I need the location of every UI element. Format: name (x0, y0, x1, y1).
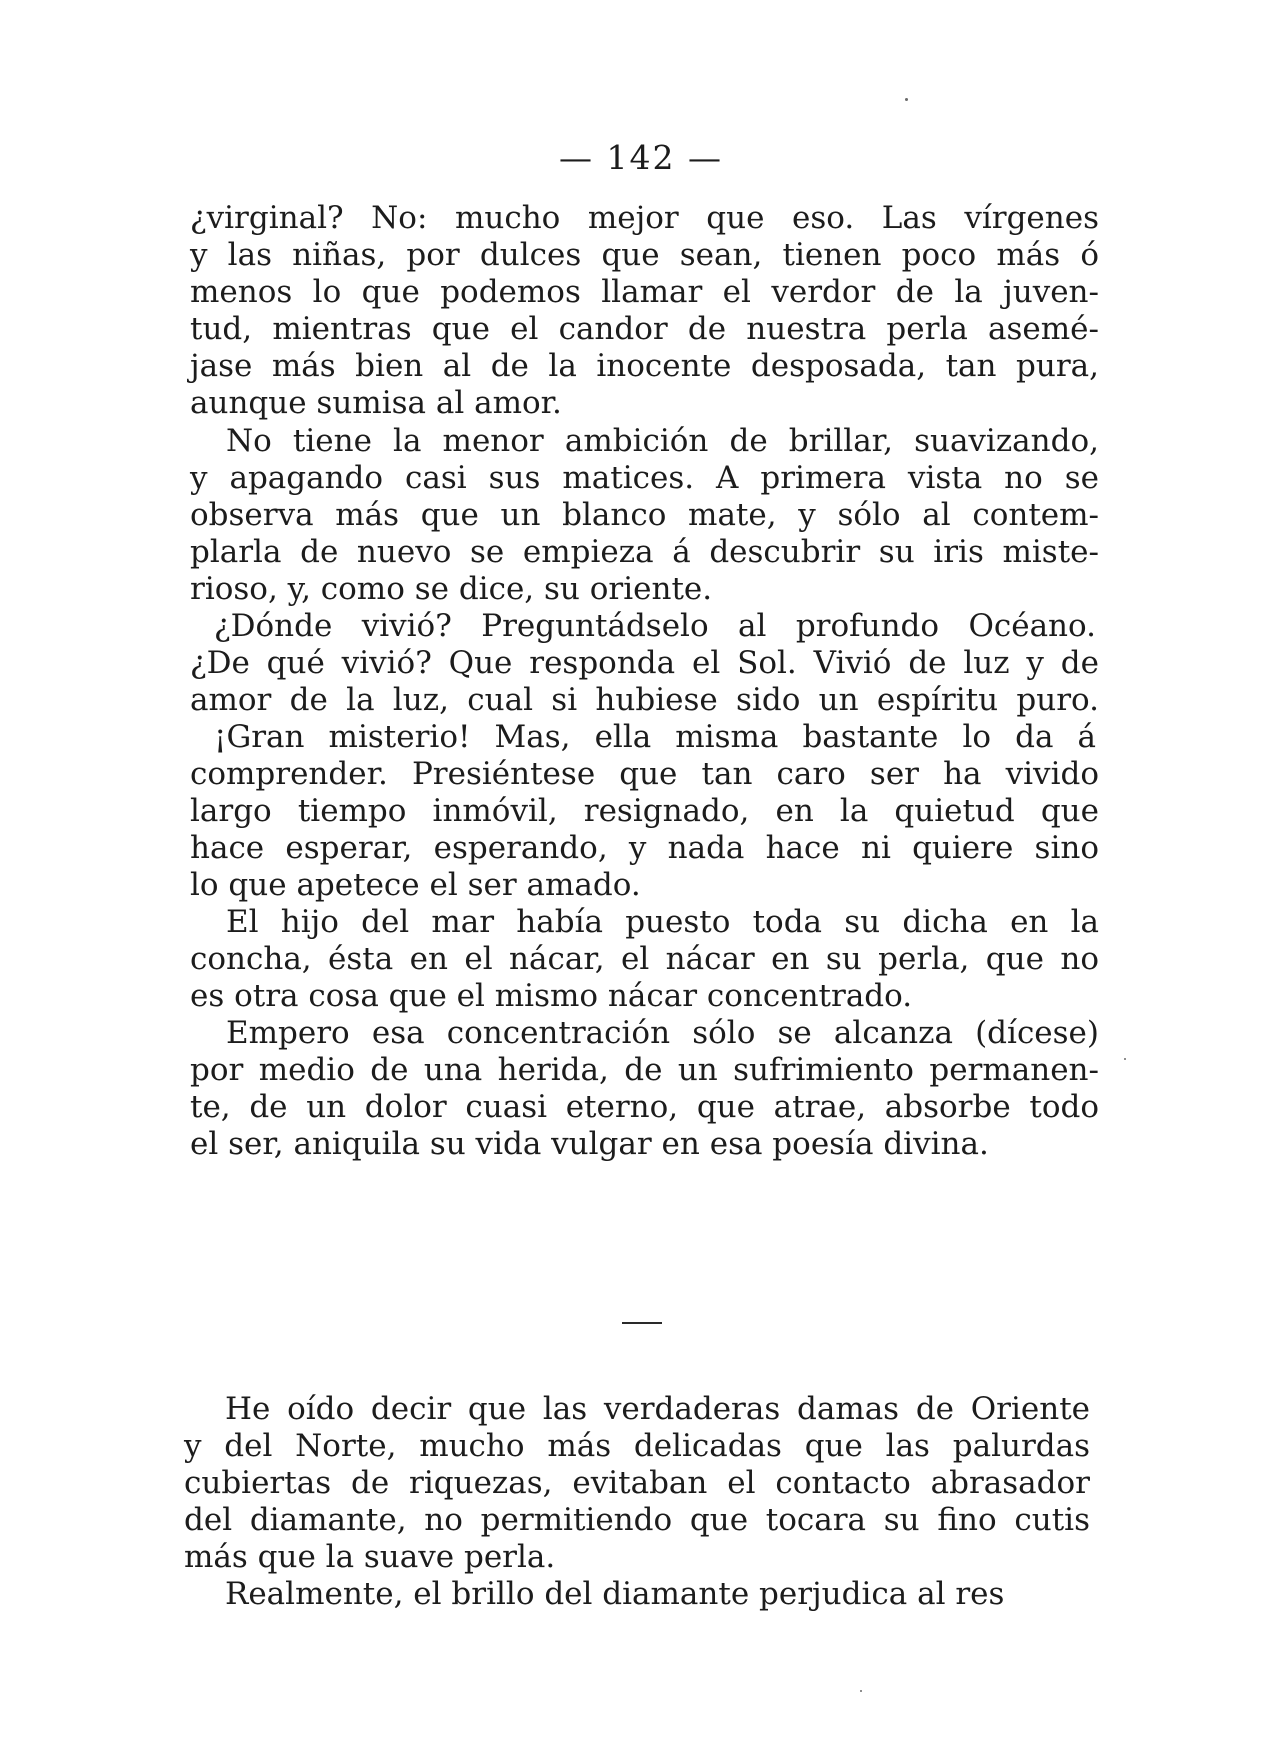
text-line: comprender. Presiéntese que tan caro ser ha vivido (190, 756, 1099, 792)
section-separator (622, 1322, 662, 1324)
text-line: plarla de nuevo se empieza á descubrir su iris miste- (190, 534, 1099, 570)
ink-speck (905, 98, 908, 101)
text-line: jase más bien al de la inocente desposada, tan pura, (190, 348, 1099, 384)
ink-speck (1124, 1058, 1126, 1060)
paragraph-first-line: ¡Gran misterio! Mas, ella misma bastante lo da á (214, 719, 1096, 755)
text-line: y del Norte, mucho más delicadas que las palurdas (184, 1428, 1090, 1464)
text-line: el ser, aniquila su vida vulgar en esa poesía divina. (190, 1126, 989, 1162)
text-line: te, de un dolor cuasi eterno, que atrae, absorbe todo (190, 1089, 1099, 1125)
paragraph-first-line: He oído decir que las verdaderas damas de Oriente (225, 1391, 1090, 1427)
paragraph-first-line: No tiene la menor ambición de brillar, suavizando, (226, 423, 1099, 459)
text-line: aunque sumisa al amor. (190, 385, 562, 421)
text-line: rioso, y, como se dice, su oriente. (190, 571, 713, 607)
text-line: ¿virginal? No: mucho mejor que eso. Las vírgenes (190, 200, 1099, 236)
paragraph-first-line: ¿Dónde vivió? Preguntádselo al profundo Océano. (214, 608, 1096, 644)
text-line: observa más que un blanco mate, y sólo al contem- (190, 497, 1099, 533)
text-line: ¿De qué vivió? Que responda el Sol. Vivió de luz y de (190, 645, 1099, 681)
text-line: hace esperar, esperando, y nada hace ni quiere sino (190, 830, 1099, 866)
text-line: del diamante, no permitiendo que tocara su fino cutis (184, 1502, 1090, 1538)
paragraph-first-line: Realmente, el brillo del diamante perjudica al res (225, 1576, 1005, 1612)
text-line: concha, ésta en el nácar, el nácar en su perla, que no (190, 941, 1099, 977)
text-line: tud, mientras que el candor de nuestra perla asemé- (190, 311, 1099, 347)
text-line: y apagando casi sus matices. A primera vista no se (190, 460, 1099, 496)
text-line: largo tiempo inmóvil, resignado, en la quietud que (190, 793, 1099, 829)
text-line: por medio de una herida, de un sufrimiento permanen- (190, 1052, 1099, 1088)
text-line: más que la suave perla. (184, 1539, 556, 1575)
text-line: cubiertas de riquezas, evitaban el contacto abrasador (184, 1465, 1090, 1501)
ink-speck (860, 1690, 862, 1692)
paragraph-first-line: El hijo del mar había puesto toda su dicha en la (226, 904, 1099, 940)
text-line: menos lo que podemos llamar el verdor de la juven- (190, 274, 1099, 310)
text-line: es otra cosa que el mismo nácar concentrado. (190, 978, 913, 1014)
text-line: amor de la luz, cual si hubiese sido un espíritu puro. (190, 682, 1099, 718)
text-line: y las niñas, por dulces que sean, tienen poco más ó (190, 237, 1099, 273)
text-line: lo que apetece el ser amado. (190, 867, 641, 903)
paragraph-first-line: Empero esa concentración sólo se alcanza (dícese) (226, 1015, 1099, 1051)
page-number: — 142 — (559, 138, 723, 177)
